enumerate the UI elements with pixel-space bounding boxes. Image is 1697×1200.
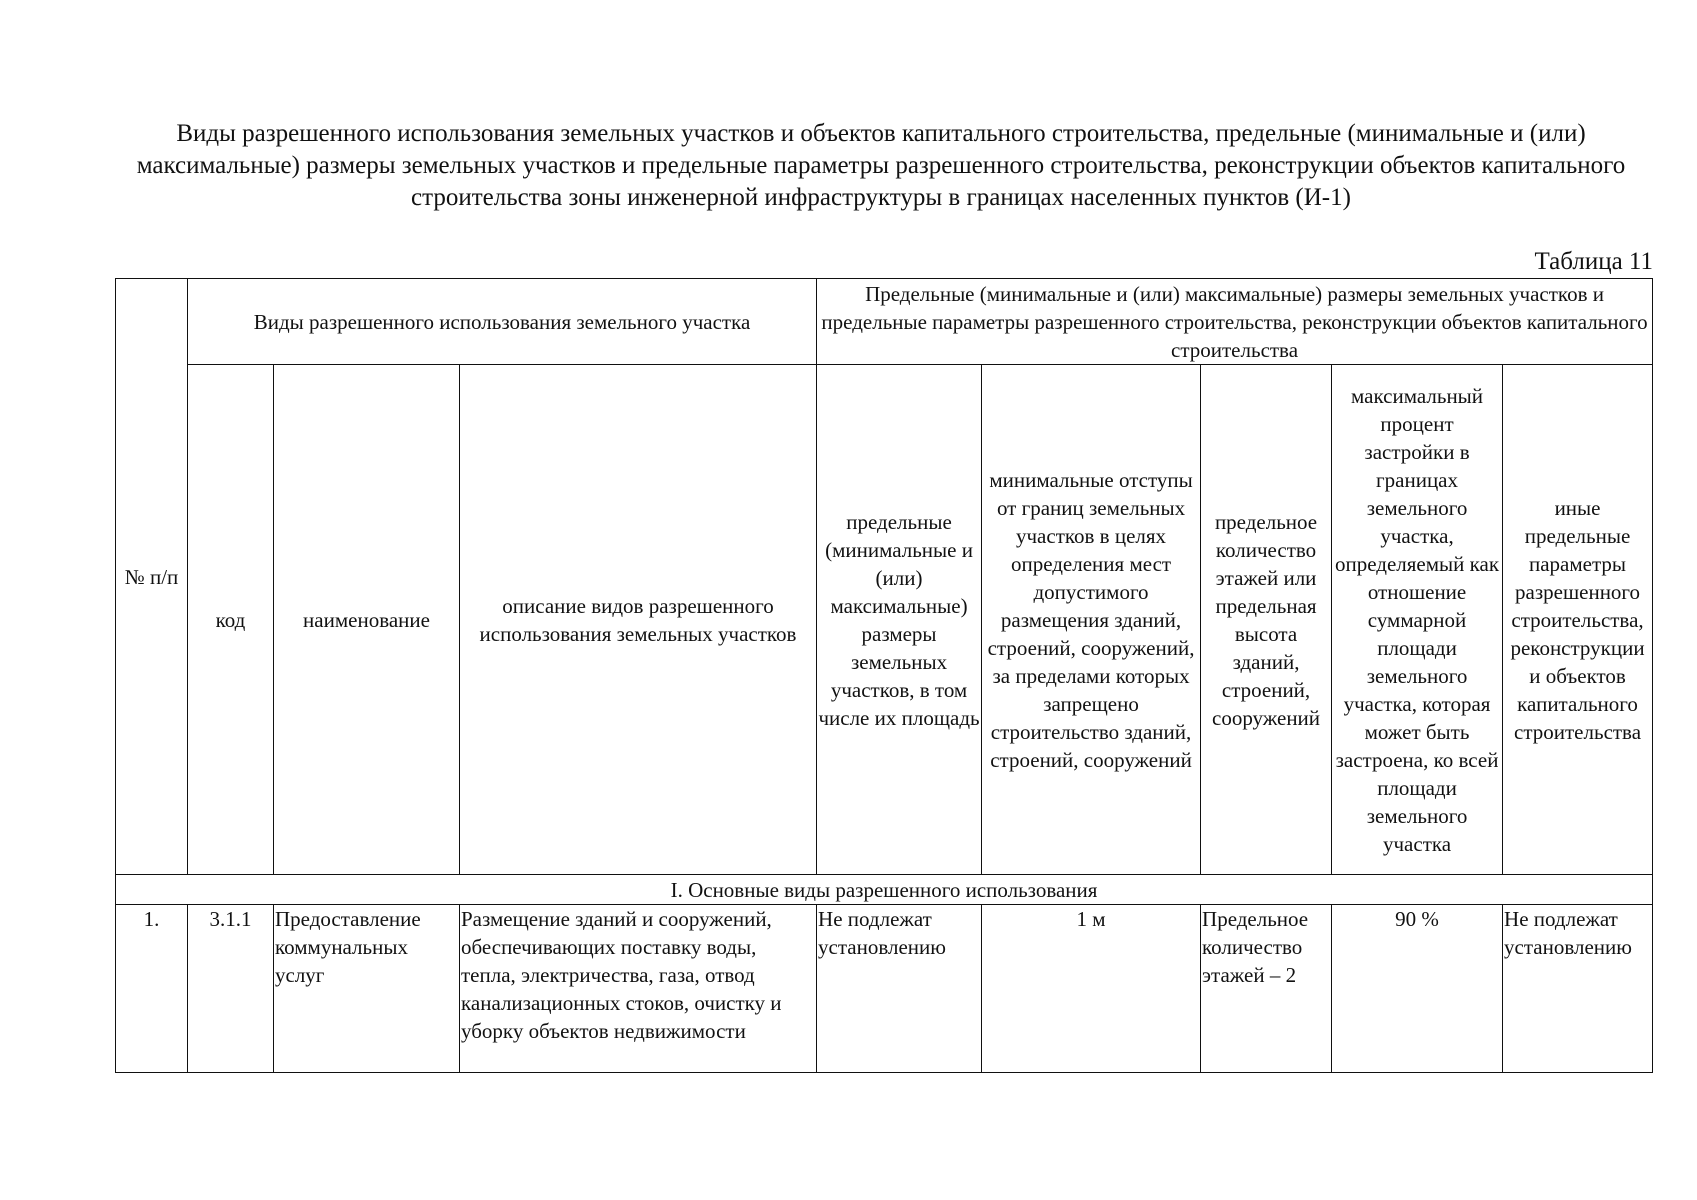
- cell-code: 3.1.1: [188, 905, 274, 1073]
- cell-floors: Предельное количество этажей – 2: [1201, 905, 1332, 1073]
- header-group-use: Виды разрешенного использования земельного участка: [188, 279, 817, 365]
- header-description: описание видов разрешенного использования земельных участков: [460, 365, 817, 875]
- zoning-parameters-table: [115, 278, 1653, 1073]
- cell-coverage: 90 %: [1332, 905, 1503, 1073]
- cell-size: Не подлежат установлению: [817, 905, 982, 1073]
- header-row-groups: [116, 279, 1653, 365]
- cell-other: Не подлежат установлению: [1503, 905, 1653, 1073]
- cell-name: Предоставление коммунальных услуг: [274, 905, 460, 1073]
- header-name: наименование: [274, 365, 460, 875]
- header-size: предельные (минимальные и (или) максимальные) размеры земельных участков, в том числе их площадь: [817, 365, 982, 875]
- header-num: № п/п: [116, 279, 188, 875]
- cell-setback: 1 м: [982, 905, 1201, 1073]
- header-coverage: максимальный процент застройки в границах земельного участка, определяемый как отношение суммарной площади земельного участка, которая может быть застроена, ко всей площади земельного участка: [1332, 365, 1503, 875]
- cell-num: 1.: [116, 905, 188, 1073]
- section-row: [116, 875, 1653, 905]
- header-setback: минимальные отступы от границ земельных участков в целях определения мест допустимого размещения зданий, строений, сооружений, за пределами которых запрещено строительство зданий, строений, сооружений: [982, 365, 1201, 875]
- section-title: I. Основные виды разрешенного использования: [116, 875, 1653, 905]
- header-floors: предельное количество этажей или предельная высота зданий, строений, сооружений: [1201, 365, 1332, 875]
- header-code: код: [188, 365, 274, 875]
- table-caption: Таблица 11: [1534, 248, 1653, 275]
- cell-description: Размещение зданий и сооружений, обеспечивающих поставку воды, тепла, электричества, газа, отвод канализационных стоков, очистку и уборку объектов недвижимости: [460, 905, 817, 1073]
- header-group-params: Предельные (минимальные и (или) максимальные) размеры земельных участков и предельные параметры разрешенного строительства, реконструкции объектов капитального строительства: [817, 279, 1653, 365]
- header-other: иные предельные параметры разрешенного строительства, реконструкции и объектов капитального строительства: [1503, 365, 1653, 875]
- document-title: Виды разрешенного использования земельных участков и объектов капитального строительства, предельные (минимальные и (или) максимальные) размеры земельных участков и предельные параметры разрешенного строительства, реконструкции объектов капитального строительства зоны инженерной инфраструктуры в границах населенных пунктов (И-1): [136, 120, 1626, 211]
- header-row-columns: [116, 365, 1653, 875]
- table-row: [116, 905, 1653, 1073]
